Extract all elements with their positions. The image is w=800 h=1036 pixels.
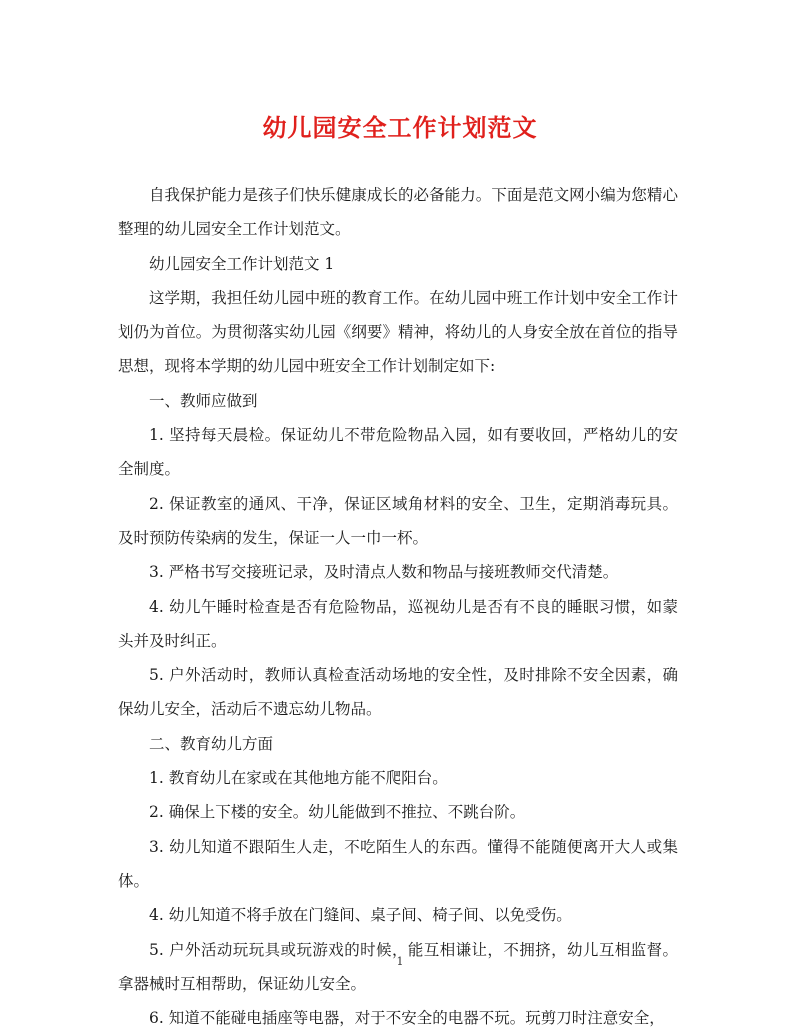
paragraph-teacher-item-3: 3. 严格书写交接班记录，及时清点人数和物品与接班教师交代清楚。 (149, 563, 619, 582)
paragraph-section-heading: 幼儿园安全工作计划范文 1 (149, 254, 335, 273)
paragraph-child-item-4: 4. 幼儿知道不将手放在门缝间、桌子间、椅子间、以免受伤。 (149, 906, 572, 925)
paragraph-heading-children: 二、教育幼儿方面 (149, 734, 274, 753)
paragraph-heading-teachers: 一、教师应做到 (149, 391, 258, 410)
paragraph-teacher-item-4: 4. 幼儿午睡时检查是否有危险物品，巡视幼儿是否有不良的睡眠习惯，如蒙头并及时纠正。 (118, 597, 678, 650)
paragraph-child-item-6: 6. 知道不能碰电插座等电器，对于不安全的电器不玩。玩剪刀时注意安全， (149, 1009, 665, 1028)
paragraph-child-item-1: 1. 教育幼儿在家或在其他地方能不爬阳台。 (149, 769, 448, 788)
document-body (118, 178, 678, 1035)
paragraph-child-item-2: 2. 确保上下楼的安全。幼儿能做到不推拉、不跳台阶。 (149, 803, 526, 822)
paragraph-child-item-3: 3. 幼儿知道不跟陌生人走，不吃陌生人的东西。懂得不能随便离开大人或集体。 (118, 837, 678, 890)
paragraph-teacher-item-2: 2. 保证教室的通风、干净，保证区域角材料的安全、卫生，定期消毒玩具。及时预防传染病的发生，保证一人一巾一杯。 (118, 494, 678, 547)
paragraph-intro: 自我保护能力是孩子们快乐健康成长的必备能力。下面是范文网小编为您精心整理的幼儿园安全工作计划范文。 (118, 186, 678, 239)
paragraph-teacher-item-5: 5. 户外活动时，教师认真检查活动场地的安全性，及时排除不安全因素，确保幼儿安全，活动后不遗忘幼儿物品。 (118, 666, 678, 719)
paragraph-child-item-5: 5. 户外活动玩玩具或玩游戏的时候，能互相谦让，不拥挤，幼儿互相监督。拿器械时互相帮助，保证幼儿安全。 (118, 940, 678, 993)
paragraph-teacher-item-1: 1. 坚持每天晨检。保证幼儿不带危险物品入园，如有要收回，严格幼儿的安全制度。 (118, 426, 678, 479)
page-number: 1 (396, 955, 404, 968)
document-title: 幼儿园安全工作计划范文 (262, 113, 538, 142)
paragraph-preface: 这学期，我担任幼儿园中班的教育工作。在幼儿园中班工作计划中安全工作计划仍为首位。为贯彻落实幼儿园《纲要》精神，将幼儿的人身安全放在首位的指导思想，现将本学期的幼儿园中班安全工作计划制定如下: (118, 288, 678, 376)
